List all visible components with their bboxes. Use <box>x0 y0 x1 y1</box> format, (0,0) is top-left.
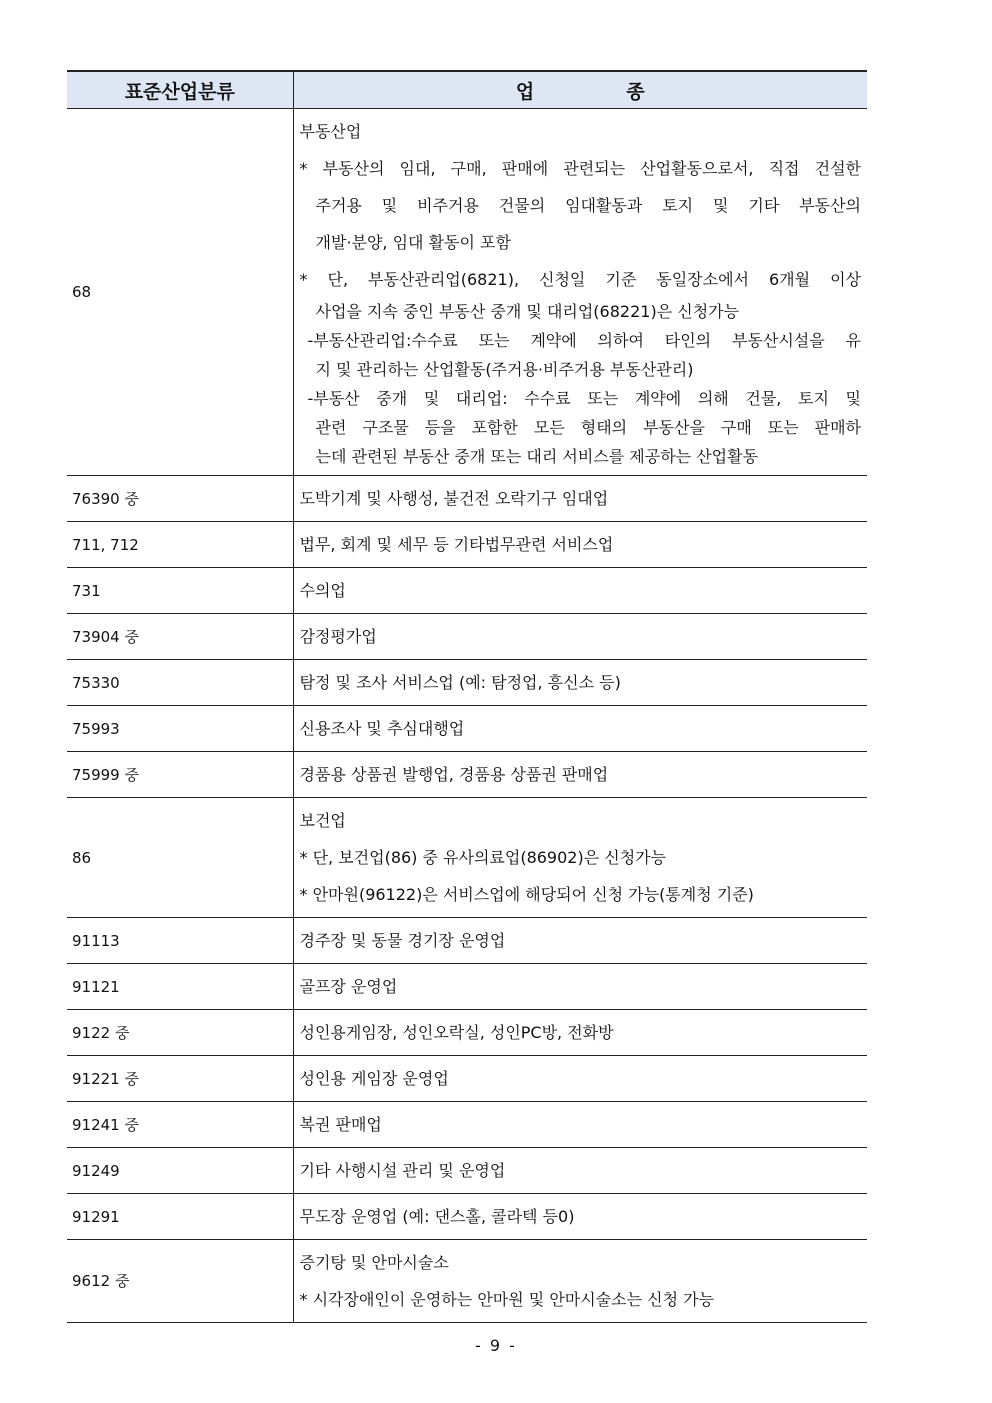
header-business-type-b: 종 <box>626 80 645 103</box>
classification-code: 731 <box>67 568 293 614</box>
classification-code: 75330 <box>67 660 293 706</box>
table-row <box>67 660 867 706</box>
desc-line: -부동산 중개 및 대리업: 수수료 또는 계약에 의해 건물, 토지 및 <box>307 389 861 408</box>
desc-line: 지 및 관리하는 산업활동(주거용·비주거용 부동산관리) <box>315 360 694 379</box>
table-row <box>67 1056 867 1102</box>
table-row <box>67 476 867 522</box>
business-description: 복권 판매업 <box>293 1102 867 1148</box>
desc-line: * 단, 보건업(86) 중 유사의료업(86902)은 신청가능 <box>299 848 667 867</box>
business-description: 기타 사행시설 관리 및 운영업 <box>293 1148 867 1194</box>
classification-code: 9612 중 <box>67 1240 293 1323</box>
classification-code: 86 <box>67 798 293 918</box>
classification-code: 75993 <box>67 706 293 752</box>
header-classification: 표준산업분류 <box>67 71 293 109</box>
desc-line: 주거용 및 비주거용 건물의 임대활동과 토지 및 기타 부동산의 <box>315 196 861 215</box>
classification-code: 68 <box>67 109 293 476</box>
business-description: 경품용 상품권 발행업, 경품용 상품권 판매업 <box>293 752 867 798</box>
classification-code: 711, 712 <box>67 522 293 568</box>
table-row <box>67 798 867 918</box>
table-row <box>67 109 867 476</box>
page-number: - 9 - <box>475 1336 517 1355</box>
business-description: 신용조사 및 추심대행업 <box>293 706 867 752</box>
desc-line: 부동산업 <box>299 122 362 141</box>
header-business-type-a: 업 <box>515 80 535 103</box>
desc-line: 관련 구조물 등을 포함한 모든 형태의 부동산을 구매 또는 판매하 <box>315 418 861 437</box>
table-row <box>67 1240 867 1323</box>
desc-line: * 안마원(96122)은 서비스업에 해당되어 신청 가능(통계청 기준) <box>299 885 754 904</box>
classification-code: 91241 중 <box>67 1102 293 1148</box>
classification-code: 91249 <box>67 1148 293 1194</box>
table-row <box>67 568 867 614</box>
desc-line: 증기탕 및 안마시술소 <box>299 1253 449 1272</box>
desc-line: -부동산관리업:수수료 또는 계약에 의하여 타인의 부동산시설을 유 <box>307 331 861 350</box>
business-description: 수의업 <box>293 568 867 614</box>
table-row <box>67 614 867 660</box>
desc-line: 는데 관련된 부동산 중개 또는 대리 서비스를 제공하는 산업활동 <box>315 447 759 466</box>
business-description: 골프장 운영업 <box>293 964 867 1010</box>
table-row <box>67 964 867 1010</box>
desc-line: * 시각장애인이 운영하는 안마원 및 안마시술소는 신청 가능 <box>299 1290 715 1309</box>
business-description <box>293 798 867 918</box>
table-row <box>67 1102 867 1148</box>
classification-code: 91113 <box>67 918 293 964</box>
classification-code: 9122 중 <box>67 1010 293 1056</box>
classification-code: 75999 중 <box>67 752 293 798</box>
table-row <box>67 706 867 752</box>
business-description: 법무, 회계 및 세무 등 기타법무관련 서비스업 <box>293 522 867 568</box>
classification-code: 76390 중 <box>67 476 293 522</box>
desc-line: * 단, 부동산관리업(6821), 신청일 기준 동일장소에서 6개월 이상 <box>299 270 861 289</box>
table-row <box>67 1010 867 1056</box>
industry-exclusion-table <box>67 70 867 1323</box>
desc-line: 개발·분양, 임대 활동이 포함 <box>315 233 511 252</box>
business-description: 도박기계 및 사행성, 불건전 오락기구 임대업 <box>293 476 867 522</box>
table-row <box>67 752 867 798</box>
business-description <box>293 109 867 476</box>
table-row <box>67 1148 867 1194</box>
classification-code: 73904 중 <box>67 614 293 660</box>
business-description: 성인용 게임장 운영업 <box>293 1056 867 1102</box>
header-business-type <box>293 71 867 109</box>
business-description: 탐정 및 조사 서비스업 (예: 탐정업, 흥신소 등) <box>293 660 867 706</box>
table-row <box>67 1194 867 1240</box>
business-description: 감정평가업 <box>293 614 867 660</box>
business-description: 경주장 및 동물 경기장 운영업 <box>293 918 867 964</box>
business-description: 성인용게임장, 성인오락실, 성인PC방, 전화방 <box>293 1010 867 1056</box>
table-row <box>67 522 867 568</box>
table-row <box>67 918 867 964</box>
desc-line: 보건업 <box>299 811 346 830</box>
classification-code: 91291 <box>67 1194 293 1240</box>
business-description <box>293 1240 867 1323</box>
desc-line: 사업을 지속 중인 부동산 중개 및 대리업(68221)은 신청가능 <box>315 302 740 321</box>
business-description: 무도장 운영업 (예: 댄스홀, 콜라텍 등0) <box>293 1194 867 1240</box>
classification-code: 91221 중 <box>67 1056 293 1102</box>
classification-code: 91121 <box>67 964 293 1010</box>
desc-line: * 부동산의 임대, 구매, 판매에 관련되는 산업활동으로서, 직접 건설한 <box>299 159 861 178</box>
table-header-row <box>67 71 867 109</box>
